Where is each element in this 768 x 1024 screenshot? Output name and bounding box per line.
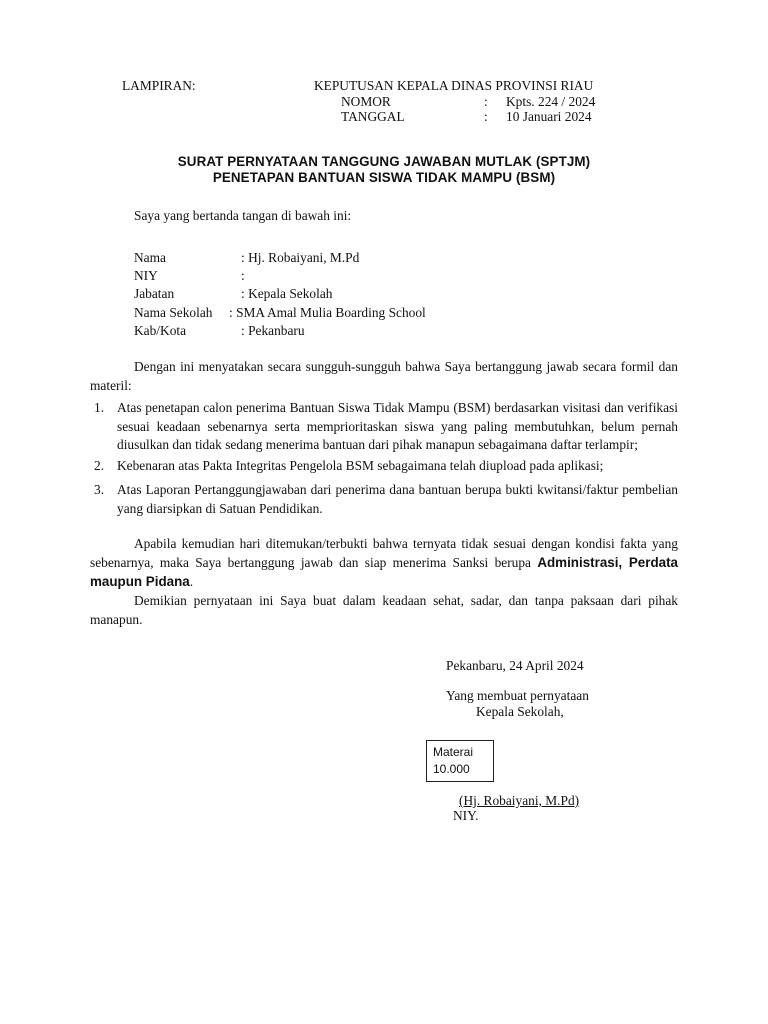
position-label: Kepala Sekolah, [476, 704, 564, 719]
list-item-text: Atas penetapan calon penerima Bantuan Siswa Tidak Mampu (BSM) berdasarkan visitasi dan verifikasi sesuai keadaan sebenarnya serta memprioritaskan siswa yang paling membutuhkan, belum pernah diusulkan dan tidak sedang menerima bantuan dari pihak manapun sebagaimana daftar terlampir; [117, 400, 678, 452]
sanction-text: Apabila kemudian hari ditemukan/terbukti bahwa ternyata tidak sesuai dengan kondisi fakta yang sebenarnya, maka Saya bertanggung jawab dan siap menerima Sanksi berupa [90, 536, 678, 570]
maker-label: Yang membuat pernyataan [446, 688, 589, 703]
materai-stamp-box [426, 740, 494, 782]
nomor-value: Kpts. 224 / 2024 [506, 94, 596, 109]
tanggal-separator: : [484, 109, 488, 124]
intro-text: Saya yang bertanda tangan di bawah ini: [134, 208, 352, 223]
sanction-paragraph [90, 534, 678, 591]
list-item [90, 481, 678, 518]
closing-paragraph: Demikian pernyataan ini Saya buat dalam keadaan sehat, sadar, dan tanpa paksaan dari pihak manapun. [90, 593, 678, 627]
identity-value-kabkota: : Pekanbaru [241, 323, 305, 338]
identity-label-kabkota: Kab/Kota [134, 323, 187, 338]
identity-value-niy: : [241, 268, 245, 283]
identity-label-nama: Nama [134, 250, 166, 265]
materai-label: Materai [433, 745, 474, 759]
place-date: Pekanbaru, 24 April 2024 [446, 658, 584, 673]
identity-label-niy: NIY [134, 268, 158, 283]
list-item [90, 457, 678, 476]
lampiran-label: LAMPIRAN: [122, 78, 196, 93]
list-item-number: 2. [94, 457, 105, 473]
identity-label-jabatan: Jabatan [134, 286, 175, 301]
nomor-separator: : [484, 94, 488, 109]
document-title-line1: SURAT PERNYATAAN TANGGUNG JAWABAN MUTLAK (SPTJM) [177, 154, 591, 169]
identity-value-nama: : Hj. Robaiyani, M.Pd [241, 250, 360, 265]
list-item [90, 399, 678, 455]
identity-value-sekolah: : SMA Amal Mulia Boarding School [229, 305, 426, 320]
nomor-label: NOMOR [341, 94, 391, 109]
materai-value: 10.000 [433, 762, 470, 776]
list-item-text: Atas Laporan Pertanggungjawaban dari penerima dana bantuan berupa bukti kwitansi/faktur pembelian yang diarsipkan di Satuan Pendidikan. [117, 482, 678, 516]
sanction-end: . [189, 574, 194, 589]
identity-label-sekolah: Nama Sekolah [134, 305, 213, 320]
tanggal-label: TANGGAL [341, 109, 405, 124]
list-item-number: 3. [94, 482, 105, 497]
identity-value-jabatan: : Kepala Sekolah [241, 286, 333, 301]
sanction-emphasis: Administrasi, Perdata maupun Pidana [90, 555, 678, 589]
list-item-number: 1. [94, 400, 105, 415]
signer-name: (Hj. Robaiyani, M.Pd) [459, 793, 580, 808]
signer-niy: NIY. [453, 808, 479, 823]
tanggal-value: 10 Januari 2024 [506, 109, 592, 124]
responsibility-list [90, 399, 678, 518]
document-title-line2: PENETAPAN BANTUAN SISWA TIDAK MAMPU (BSM) [212, 170, 556, 185]
statement-paragraph: Dengan ini menyatakan secara sungguh-sungguh bahwa Saya bertanggung jawab secara formil dan materil: [90, 359, 678, 393]
list-item-text: Kebenaran atas Pakta Integritas Pengelola BSM sebagaimana telah diupload pada aplikasi; [117, 457, 604, 473]
decree-title: KEPUTUSAN KEPALA DINAS PROVINSI RIAU [314, 78, 594, 93]
